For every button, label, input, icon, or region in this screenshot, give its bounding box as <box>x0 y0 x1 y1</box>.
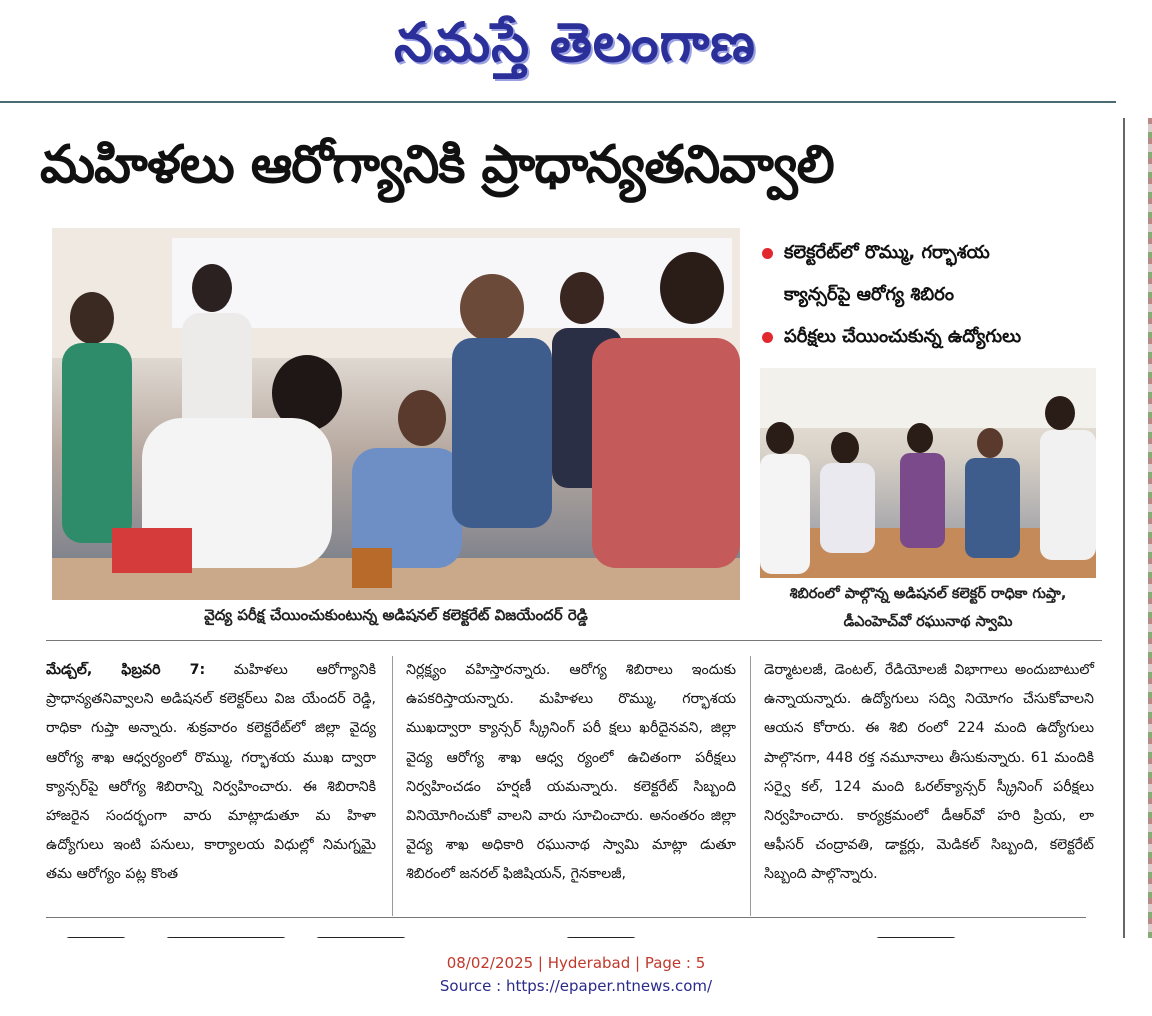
masthead <box>0 0 1152 100</box>
officials-photo <box>760 368 1096 578</box>
main-photo <box>52 228 740 600</box>
section-divider <box>46 640 1102 641</box>
highlight-item: కలెక్టరేట్‌లో రొమ్ము, గర్భాశయ <box>758 232 1108 274</box>
source-link[interactable]: Source : https://epaper.ntnews.com/ <box>439 977 713 995</box>
adjacent-page-edge <box>1120 118 1152 938</box>
highlight-item: పరీక్షలు చేయించుకున్న ఉద్యోగులు <box>758 316 1108 358</box>
article-headline: మహిళలు ఆరోగ్యానికి ప్రాధాన్యతనివ్వాలి <box>40 135 834 195</box>
newspaper-logo: నమస్తే తెలంగాణ <box>394 10 756 74</box>
date-page-line: 08/02/2025 | Hyderabad | Page : 5 <box>446 954 706 972</box>
column-divider <box>392 656 393 916</box>
side-photo <box>760 368 1096 578</box>
article-column-3: డెర్మాటలజీ, డెంటల్, రేడియోలజీ విభాగాలు అందుబాటులో ఉన్నాయన్నారు. ఉద్యోగులు సద్వి నియోగం చేసుకోవాలని ఆయన కోరారు. ఈ శిబి రంలో 224 మంది ఉద్యోగులు పాల్గొనగా, 448 రక్త నమూనాలు తీసుకున్నారు. 61 మందికి సర్వై కల్, 124 మంది ఓరల్‌క్యాన్సర్ స్క్రీనింగ్ పరీక్షలు నిర్వహించారు. కార్యక్రమంలో డీఆర్‌వో హరి ప్రియ, లా ఆఫీసర్ చంద్రావతి, డాక్టర్లు, మెడికల్ సిబ్బంది, కలెక్టరేట్ సిబ్బంది పాల్గొన్నారు. <box>764 662 1094 883</box>
article-column-2: నిర్లక్ష్యం వహిస్తారన్నారు. ఆరోగ్య శిబిరాలు ఇందుకు ఉపకరిస్తాయన్నారు. మహిళలు రొమ్ము, గర్భాశయ ముఖద్వారా క్యాన్సర్ స్క్రీనింగ్ పరీ క్షలు ఖరీదైనవని, జిల్లా వైద్య ఆరోగ్య శాఖ ఆధ్వ ర్యంలో ఉచితంగా పరీక్షలు నిర్వహించడం హర్షణీ యమన్నారు. కలెక్టరేట్ సిబ్బంది వినియోగించుకో వాలని వారు సూచించారు. అనంతరం జిల్లా వైద్య శాఖ అధికారి రఘునాథ స్వామి మాట్లా డుతూ శిబిరంలో జనరల్ ఫిజిషియన్, గైనకాలజీ, <box>406 662 736 883</box>
bottom-divider <box>46 917 1086 918</box>
column-divider <box>750 656 751 916</box>
dateline: మేడ్చల్, ఫిబ్రవరి 7: <box>46 662 206 678</box>
bullet-icon <box>762 332 773 343</box>
masthead-divider <box>0 101 1116 103</box>
next-article-cutoff <box>46 928 1086 938</box>
article-column-1: మేడ్చల్, ఫిబ్రవరి 7: మహిళలు ఆరోగ్యానికి ప్రాధాన్యతనివ్వాలని అడిషనల్ కలెక్టర్‌లు విజ యేందర్ రెడ్డి, రాధికా గుప్తా అన్నారు. శుక్రవారం కలెక్టరేట్‌లో జిల్లా వైద్య ఆరోగ్య శాఖ ఆధ్వర్యంలో రొమ్ము, గర్భాశయ ముఖ ద్వారా క్యాన్సర్‌పై ఆరోగ్య శిబిరాన్ని నిర్వహించారు. ఈ శిబిరానికి హాజరైన సందర్భంగా వారు మాట్లాడుతూ మ హిళా ఉద్యోగులు ఇంటి పనులు, కార్యాలయ విధుల్లో నిమగ్నమై తమ ఆరోగ్యం పట్ల కొంత <box>46 662 376 883</box>
health-camp-photo <box>52 228 740 600</box>
highlight-item-continued: క్యాన్సర్‌పై ఆరోగ్య శిబిరం <box>784 284 954 305</box>
highlights-list <box>758 232 1108 358</box>
main-photo-caption: వైద్య పరీక్ష చేయించుకుంటున్న అడిషనల్ కలెక్టరేట్ విజయేందర్ రెడ్డి <box>204 606 588 624</box>
side-photo-caption: శిబిరంలో పాల్గొన్న అడిషనల్ కలెక్టర్ రాధికా గుప్తా, డీఎంహెచ్‌వో రఘునాథ స్వామి <box>789 586 1067 630</box>
bullet-icon <box>762 248 773 259</box>
